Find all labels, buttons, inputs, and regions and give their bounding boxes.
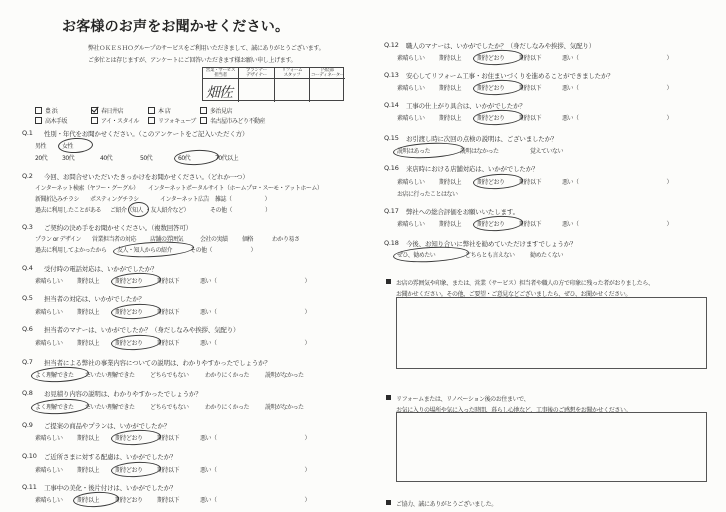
answer-option: 素晴らしい [397, 179, 425, 186]
answer-options [397, 83, 672, 92]
closing-message: ご協力、誠にありがとうございました。 [396, 501, 497, 508]
comment-prompt-line: リフォームまたは、リノベーション後のお住まいで、 [396, 396, 530, 403]
answer-option: 素晴らしい [397, 115, 425, 122]
store-name: 多治見店 [210, 108, 233, 115]
store-checkbox [148, 116, 200, 125]
answer-option: 期待以上 [77, 467, 100, 474]
question-text: 工事の仕上がり具合は、いかがでしたか？ [406, 102, 526, 110]
answer-options [35, 370, 304, 379]
answer-option: 素晴らしい [35, 309, 63, 316]
answer-option: 70代以上 [215, 155, 239, 162]
question-label: Q.6 [22, 325, 33, 333]
comment-prompt-line: お聞かせください。その他、ご要望・ご意見などございましたら、ぜひ、お聞かせください。 [396, 291, 631, 298]
answer-option: 説明がなかった [265, 404, 304, 411]
store-name: アイ・スタイル [101, 118, 139, 125]
question-q11 [22, 483, 352, 491]
answer-option: 説明はなかった [460, 148, 499, 155]
answer-option: 期待以下 [157, 435, 180, 442]
store-name: 春日井店 [101, 108, 124, 115]
staff-header-cell [310, 68, 345, 79]
answer-options [35, 245, 256, 254]
answer-option-circled: ぜひ、勧めたい [397, 250, 465, 259]
answer-options [35, 183, 322, 192]
question-q4 [22, 264, 352, 272]
page-title: お客様のお声をお聞かせください。 [62, 19, 290, 35]
answer-option: インターネットポータルサイト（ホームプロ・スーモ・アットホーム） [148, 185, 323, 192]
question-q6 [22, 325, 352, 333]
answer-option: 期待以下 [157, 278, 180, 285]
question-label: Q.2 [22, 172, 33, 180]
checkbox-icon [148, 117, 155, 124]
answer-option: わかり易さ [272, 236, 300, 243]
answer-option-circled: 期待どおり [115, 465, 157, 474]
answer-option: 期待以上 [77, 278, 100, 285]
answer-option: 悪い（ ） [200, 278, 311, 285]
answer-options [35, 307, 310, 316]
answer-option: 過去に利用したことがある [35, 207, 102, 214]
staff-table [202, 67, 344, 101]
answer-option: 新聞折込みチラシ [35, 196, 80, 203]
answer-option: 期待以下 [157, 497, 180, 504]
question-text: お引渡し時に次回の点検の説明は、ございましたか？ [406, 135, 558, 143]
answer-option-circled: 期待どおり [115, 338, 157, 347]
store-name: 本 店 [158, 108, 171, 115]
answer-option-circled: よく理解できた [35, 402, 85, 411]
store-checkbox-row [35, 106, 232, 115]
answer-option-circled: 期待どおり [477, 83, 519, 92]
question-q8 [22, 389, 352, 397]
answer-options [35, 153, 238, 162]
question-label: Q.15 [384, 134, 399, 142]
answer-option-circled: 女性 [62, 141, 89, 150]
question-label: Q.17 [384, 207, 399, 215]
intro-line: ご多忙とは存じますが、アンケートにご回答いただきます様お願い申し上げます。 [88, 57, 297, 64]
bullet-square-icon [386, 500, 391, 505]
answer-option: 期待以上 [77, 340, 100, 347]
answer-option: 説明がなかった [265, 372, 304, 379]
answer-option: 期待以下 [519, 55, 542, 62]
question-q5 [22, 294, 352, 302]
checkbox-icon [35, 107, 42, 114]
answer-option: 期待以上 [77, 435, 100, 442]
answer-option: 悪い（ ） [200, 309, 311, 316]
header-text: プランナー [246, 68, 267, 73]
answer-option: ポスティングチラシ [90, 196, 139, 203]
header-text: スタッフ [283, 73, 301, 78]
comment-box [396, 297, 707, 369]
question-q17 [384, 207, 714, 215]
question-text: ご契約の決め手をお聞かせください。（複数回答可） [44, 224, 192, 232]
answer-option: 悪い（ ） [200, 340, 311, 347]
answer-option: 期待以下 [519, 85, 542, 92]
answer-option: わかりにくかった [205, 404, 250, 411]
answer-option: 期待以上 [439, 85, 462, 92]
answer-options [397, 53, 672, 62]
staff-cell [203, 79, 239, 102]
question-label: Q.1 [22, 129, 33, 137]
answer-options [35, 276, 310, 285]
question-label: Q.4 [22, 264, 33, 272]
answer-option-circled: よく理解できた [35, 370, 85, 379]
header-text: リフォーム [281, 68, 303, 73]
answer-options [397, 177, 672, 186]
staff-cell [239, 79, 275, 102]
answer-option-circled: 知人 [132, 207, 144, 214]
answer-option-circled: 友人・知人からの紹介 [117, 245, 190, 254]
answer-option: 素晴らしい [35, 435, 63, 442]
question-text: 弊社への総合評価をお願いいたします。 [406, 208, 519, 216]
answer-option-circled: 期待どおり [115, 433, 157, 442]
question-label: Q.18 [384, 239, 399, 247]
store-name: 豊 浜 [45, 108, 58, 115]
question-q10 [22, 452, 352, 460]
question-label: Q.8 [22, 389, 33, 397]
store-checkbox [91, 116, 148, 125]
question-text: 担当者のマナーは、いかがでしたか？（身だしなみや挨拶、気配り） [44, 326, 240, 334]
answer-option-circled: 期待どおり [115, 307, 157, 316]
question-label: Q.16 [384, 164, 399, 172]
answer-option: 30代 [62, 155, 75, 162]
answer-option: だいたい理解できた [85, 372, 135, 379]
staff-cell [275, 79, 310, 102]
answer-option-circled: 期待どおり [115, 276, 157, 285]
answer-option: 期待以上 [439, 55, 462, 62]
answer-option: その他（ ） [190, 247, 257, 254]
answer-option-circled: 期待どおり [477, 219, 519, 228]
answer-option: 素晴らしい [397, 221, 425, 228]
checkbox-icon [35, 117, 42, 124]
staff-header-cell [203, 68, 239, 79]
answer-options [397, 250, 563, 259]
answer-option: 素晴らしい [35, 497, 63, 504]
answer-option: 悪い（ ） [200, 435, 311, 442]
question-text: 今後、お知り合いに弊社を勧めていただけますでしょうか？ [406, 240, 577, 248]
answer-option: 期待以上 [439, 115, 462, 122]
store-checkbox [148, 106, 200, 115]
answer-option: 過去に利用してよかったから [35, 247, 107, 254]
answer-option: 悪い（ ） [200, 467, 311, 474]
answer-options [35, 338, 310, 347]
header-text: 営業・サービス [205, 68, 236, 73]
question-text: ご近所さまに対する配慮は、いかがでしたか？ [44, 453, 177, 461]
answer-option: ご紹介（ [110, 207, 133, 214]
answer-options [35, 205, 271, 214]
question-label: Q.11 [22, 483, 37, 491]
answer-option: インターネット検索（ヤフー・グーグル） [35, 185, 139, 192]
question-text: 担当者による弊社の事業内容についての説明は、わかりやすかったでしょうか？ [44, 359, 271, 367]
question-text: 職人のマナーは、いかがでしたか？（身だしなみや挨拶、気配り） [406, 42, 596, 50]
question-label: Q.13 [384, 71, 399, 79]
header-text: コーディネーター [310, 73, 345, 78]
store-checkbox [200, 116, 265, 125]
answer-options [397, 146, 563, 155]
answer-option: お店に行ったことはない [397, 191, 458, 198]
answer-option: 男性 [35, 143, 47, 150]
bullet-square-icon [386, 395, 391, 400]
question-text: 受付時の電話対応は、いかがでしたか？ [44, 265, 158, 273]
checkbox-icon [200, 117, 207, 124]
answer-option: 覚えていない [530, 148, 564, 155]
answer-options [35, 433, 310, 442]
answer-option: 悪い（ ） [562, 85, 673, 92]
answer-option: 悪い（ ） [200, 497, 311, 504]
question-q13 [384, 71, 714, 79]
answer-option: 期待以上 [439, 179, 462, 186]
answer-options [397, 113, 672, 122]
staff-header-cell [239, 68, 275, 79]
answer-options [35, 402, 304, 411]
answer-option: 営業担当者の対応 [92, 236, 137, 243]
answer-option: どちらでもない [150, 372, 189, 379]
answer-options [35, 194, 270, 203]
answer-option: 期待以下 [157, 309, 180, 316]
answer-options [35, 495, 310, 504]
answer-options [35, 141, 89, 150]
answer-option: 勧めたくない [530, 252, 564, 259]
answer-option: 素晴らしい [397, 55, 425, 62]
staff-header-cell [275, 68, 310, 79]
store-checkbox [35, 106, 91, 115]
answer-option-circled: 60代 [178, 153, 215, 162]
answer-option: 20代 [35, 155, 48, 162]
header-text: 担当者 [214, 73, 227, 78]
comment-prompt-line: お店の雰囲気や印象、または、営業（サービス）担当者や職人の方で印象に残った者がおりましたら、 [396, 280, 654, 287]
answer-option: その他（ ） [210, 207, 271, 214]
store-checkbox-row [35, 116, 265, 125]
answer-option: 40代 [100, 155, 113, 162]
question-label: Q.12 [384, 41, 399, 49]
answer-option: ・友人紹介など） [145, 207, 190, 214]
question-text: 安心してリフォーム工事・お住まいづくりを進めることができましたか？ [406, 72, 614, 80]
handwritten-staff-name: 畑佐 [206, 85, 232, 101]
answer-option: 期待以下 [157, 340, 180, 347]
bullet-square-icon [386, 279, 391, 284]
answer-option: 雑誌（ ） [215, 196, 271, 203]
store-name: リフォキューブ [158, 118, 196, 125]
question-q16 [384, 164, 714, 172]
question-q12 [384, 41, 714, 49]
answer-option: 素晴らしい [35, 340, 63, 347]
question-label: Q.10 [22, 452, 37, 460]
checkbox-icon [91, 117, 98, 124]
question-text: ご提案の商品やプランは、いかがでしたか？ [44, 422, 171, 430]
answer-option: 期待どおり [115, 497, 143, 504]
store-checkbox [200, 106, 232, 115]
answer-option: 期待以上 [439, 221, 462, 228]
comment-box [396, 412, 707, 482]
header-text: 内装部 [321, 68, 334, 73]
comment-prompt-line: お気に入りの場所や気に入った時間、暮らし心地など、工事後のご感想をお聞かせください。 [396, 407, 632, 414]
answer-option: どちらとも言えない [465, 252, 515, 259]
answer-option: 素晴らしい [35, 278, 63, 285]
question-q7 [22, 358, 352, 366]
checkbox-icon [148, 107, 155, 114]
question-label: Q.3 [22, 223, 33, 231]
answer-option: 悪い（ ） [562, 221, 673, 228]
answer-option: 期待以下 [519, 221, 542, 228]
question-label: Q.9 [22, 421, 33, 429]
question-text: 担当者の対応は、いかがでしたか？ [44, 295, 145, 303]
answer-option: 悪い（ ） [562, 55, 673, 62]
answer-option: 素晴らしい [35, 467, 63, 474]
staff-cell [310, 79, 345, 102]
answer-option-circled: 期待以上 [77, 495, 115, 504]
answer-option: インターネット広告 [160, 196, 209, 203]
answer-options [35, 465, 310, 474]
answer-options [397, 189, 458, 198]
question-label: Q.7 [22, 358, 33, 366]
answer-option: 期待以下 [157, 467, 180, 474]
answer-option: 悪い（ ） [562, 115, 673, 122]
answer-option: 50代 [140, 155, 153, 162]
answer-option: 悪い（ ） [562, 179, 673, 186]
question-q18 [384, 239, 714, 247]
question-q2 [22, 172, 352, 180]
question-text: お見積り内容の説明は、わかりやすかったでしょうか？ [44, 390, 202, 398]
answer-options [397, 219, 672, 228]
answer-option-circled: 期待どおり [477, 113, 519, 122]
question-q3 [22, 223, 352, 231]
answer-option: 会社の実績 [200, 236, 228, 243]
question-q15 [384, 134, 714, 142]
store-checkbox [35, 116, 91, 125]
store-name: 名古屋市みどり不動産 [210, 118, 266, 125]
question-q9 [22, 421, 352, 429]
answer-option: だいたい理解できた [85, 404, 135, 411]
store-checkbox [91, 106, 148, 115]
answer-option-circled: 期待どおり [477, 53, 519, 62]
answer-option: どちらでもない [150, 404, 189, 411]
answer-option-circled: 期待どおり [477, 177, 519, 186]
question-label: Q.14 [384, 101, 399, 109]
question-text: 工事中の美化・後片付けは、いかがでしたか？ [44, 484, 177, 492]
question-text: 今回、お問合せいただいたきっかけをお聞かせください。（どれか一つ） [44, 173, 249, 181]
checkbox-icon [200, 107, 207, 114]
question-text: 来店時における店舗対応は、いかがでしたか？ [406, 165, 539, 173]
answer-option: 期待以下 [519, 179, 542, 186]
header-text: デザイナー [246, 73, 267, 78]
answer-option: 期待以下 [519, 115, 542, 122]
intro-line: 弊社ＯＫＥＳＨＯグループのサービスをご利用いただきまして、誠にありがとうございます。 [88, 45, 325, 52]
answer-option: わかりにくかった [205, 372, 250, 379]
answer-option: プラン or デザイン [35, 236, 82, 243]
question-q1 [22, 129, 352, 137]
question-text: 性別・年代をお聞かせください。（このアンケートをご記入いただく方） [44, 130, 249, 138]
answer-option: 期待以上 [77, 309, 100, 316]
question-label: Q.5 [22, 294, 33, 302]
answer-option: 店舗の雰囲気 [150, 236, 184, 243]
answer-option: 素晴らしい [397, 85, 425, 92]
answer-option: 価格 [242, 236, 254, 243]
answer-option-circled: 説明はあった [397, 146, 460, 155]
question-q14 [384, 101, 714, 109]
store-name: 高木手坂 [45, 118, 68, 125]
checked-box-icon [91, 107, 98, 114]
